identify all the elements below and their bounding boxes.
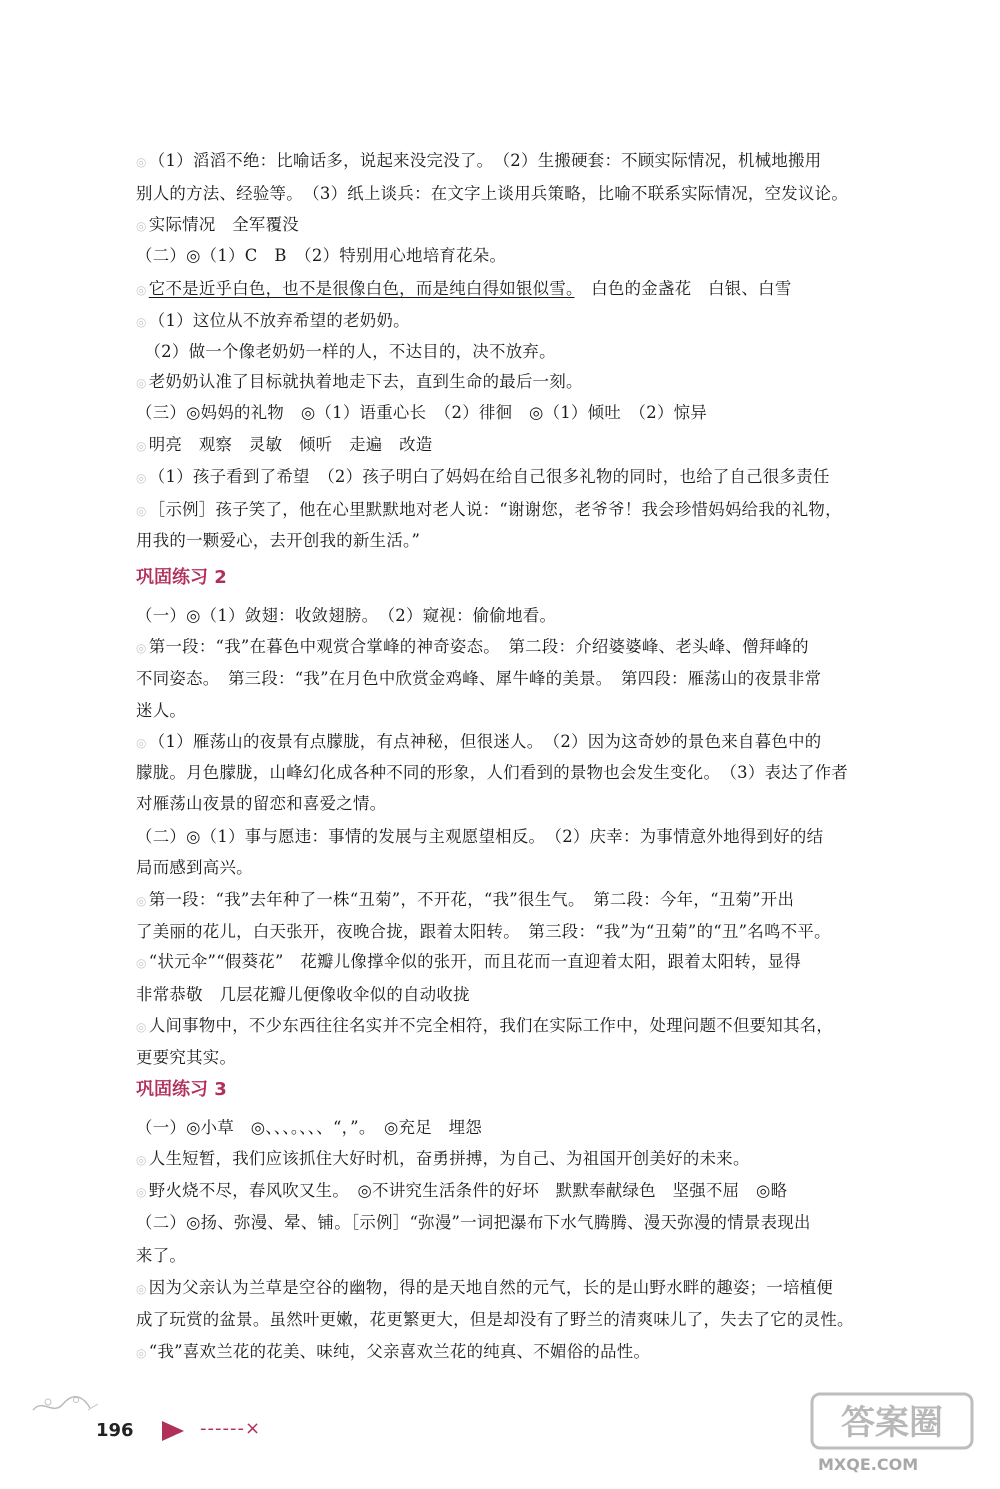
flower-doodle-icon	[28, 1388, 108, 1418]
bullet-marker-icon: ◎	[136, 283, 147, 297]
section-heading: 巩固练习 2	[136, 567, 227, 588]
bullet-marker-icon: ◎	[136, 641, 147, 655]
answer-text: 更要究其实。	[136, 1048, 237, 1067]
answer-line	[136, 826, 823, 848]
answer-text: （2）做一个像老奶奶一样的人，不达目的，决不放弃。	[136, 342, 556, 361]
answer-line	[136, 245, 506, 267]
answer-text: 第一段：“我”在暮色中观赏合掌峰的神奇姿态。 第二段：介绍婆婆峰、老头峰、僧拜峰的	[148, 637, 809, 656]
bullet-marker-icon: ◎	[136, 504, 147, 518]
answer-line	[136, 371, 583, 394]
answer-text: 白色的金盏花 白银、白雪	[574, 279, 792, 298]
answer-line	[136, 499, 842, 522]
answer-line	[136, 1180, 787, 1203]
answer-line	[136, 731, 821, 754]
answer-line	[136, 700, 186, 722]
answer-line	[136, 1277, 833, 1300]
answer-text: （一）◎（1）敛翅：收敛翅膀。 （2）窥视：偷偷地看。	[136, 606, 557, 625]
answer-line	[136, 636, 809, 659]
answer-line	[136, 1309, 854, 1331]
answer-line	[136, 530, 420, 552]
answer-line	[136, 1015, 833, 1038]
footer-dash: ------×	[200, 1418, 262, 1439]
answer-text: （二）◎（1）事与愿违：事情的发展与主观愿望相反。 （2）庆幸：为事情意外地得到好的结	[136, 827, 824, 846]
bullet-marker-icon: ◎	[136, 1185, 147, 1199]
answer-line	[136, 951, 801, 974]
answer-line	[136, 150, 821, 173]
bullet-marker-icon: ◎	[136, 956, 147, 970]
answer-line	[136, 668, 821, 690]
answer-line	[136, 984, 470, 1006]
answer-line	[136, 605, 556, 627]
answer-text: 非常恭敬 几层花瓣儿便像收伞似的自动收拢	[136, 985, 470, 1004]
underlined-answer: 它不是近乎白色，也不是很像白色，而是纯白得如银似雪。	[148, 279, 575, 298]
answer-text: 不同姿态。 第三段：“我”在月色中欣赏金鸡峰、犀牛峰的美景。 第四段：雁荡山的夜景非常	[136, 669, 822, 688]
answer-line	[136, 341, 556, 363]
answer-text: （1）这位从不放弃希望的老奶奶。	[148, 311, 410, 330]
answer-text: 迷人。	[136, 701, 187, 720]
bullet-marker-icon: ◎	[136, 439, 147, 453]
answer-line	[136, 183, 848, 205]
answer-line	[136, 278, 792, 301]
answer-text: （二）◎（1）C B （2）特别用心地培育花朵。	[136, 246, 507, 265]
bullet-marker-icon: ◎	[136, 219, 147, 233]
answer-text: 用我的一颗爱心，去开创我的新生活。”	[136, 531, 421, 550]
answer-text: 对雁荡山夜景的留恋和喜爱之情。	[136, 794, 387, 813]
answer-text: ［示例］孩子笑了，他在心里默默地对老人说：“谢谢您，老爷爷！我会珍惜妈妈给我的礼物，	[148, 500, 842, 519]
answer-line	[136, 1212, 811, 1234]
bullet-marker-icon: ◎	[136, 315, 147, 329]
answer-line	[136, 889, 794, 912]
answer-line	[136, 762, 848, 784]
bullet-marker-icon: ◎	[136, 894, 147, 908]
answer-text: “状元伞”“假葵花” 花瓣儿像撑伞似的张开，而且花而一直迎着太阳，跟着太阳转，显得	[148, 952, 802, 971]
answer-text: （1）滔滔不绝：比喻话多，说起来没完没了。 （2）生搬硬套：不顾实际情况，机械地搬用	[148, 151, 822, 170]
bullet-marker-icon: ◎	[136, 1153, 147, 1167]
bullet-marker-icon: ◎	[136, 736, 147, 750]
bullet-marker-icon: ◎	[136, 376, 147, 390]
answer-text: （二）◎扬、弥漫、晕、铺。［示例］“弥漫”一词把瀑布下水气腾腾、漫天弥漫的情景表现出	[136, 1213, 811, 1232]
answer-line	[136, 857, 253, 879]
answer-text: “我”喜欢兰花的花美、味纯，父亲喜欢兰花的纯真、不媚俗的品性。	[148, 1342, 651, 1361]
answer-text: 人生短暂，我们应该抓住大好时机，奋勇拼搏，为自己、为祖国开创美好的未来。	[148, 1149, 750, 1168]
answer-line	[136, 310, 410, 333]
bullet-marker-icon: ◎	[136, 1282, 147, 1296]
answer-line	[136, 921, 831, 943]
answer-line	[136, 402, 707, 424]
answer-text: 成了玩赏的盆景。虽然叶更嫩，花更繁更大，但是却没有了野兰的清爽味儿了，失去了它的灵性。	[136, 1310, 854, 1329]
answer-text: 第一段：“我”去年种了一株“丑菊”，不开花，“我”很生气。 第二段：今年，“丑菊”开出	[148, 890, 795, 909]
answer-text: 实际情况 全军覆没	[148, 215, 299, 234]
answer-line	[136, 1245, 186, 1267]
answer-line	[136, 1341, 650, 1364]
answer-text: 老奶奶认准了目标就执着地走下去，直到生命的最后一刻。	[148, 372, 583, 391]
answer-line	[136, 1148, 750, 1171]
answer-text: （三）◎妈妈的礼物 ◎（1）语重心长 （2）徘徊 ◎（1）倾吐 （2）惊异	[136, 403, 708, 422]
answer-line	[136, 214, 299, 237]
svg-text:答案圈: 答案圈	[841, 1403, 943, 1443]
bullet-marker-icon: ◎	[136, 1346, 147, 1360]
answer-text: 因为父亲认为兰草是空谷的幽物，得的是天地自然的元气，长的是山野水畔的趣姿；一培植便	[148, 1278, 834, 1297]
bullet-marker-icon: ◎	[136, 155, 147, 169]
answer-line	[136, 793, 386, 815]
bullet-marker-icon: ◎	[136, 1020, 147, 1034]
arrow-icon	[162, 1421, 184, 1441]
answer-text: 野火烧不尽，春风吹又生。 ◎不讲究生活条件的好坏 默默奉献绿色 坚强不屈 ◎略	[148, 1181, 788, 1200]
answer-text: 来了。	[136, 1246, 187, 1265]
watermark-url: MXQE.COM	[818, 1455, 919, 1474]
answer-text: 明亮 观察 灵敏 倾听 走遍 改造	[148, 435, 433, 454]
answer-text: 别人的方法、经验等。 （3）纸上谈兵：在文字上谈用兵策略，比喻不联系实际情况，空发议论。	[136, 184, 849, 203]
answer-line	[136, 466, 830, 489]
answer-text: 人间事物中，不少东西往往名实并不完全相符，我们在实际工作中，处理问题不但要知其名，	[148, 1016, 834, 1035]
answer-line	[136, 1117, 482, 1139]
section-heading: 巩固练习 3	[136, 1079, 227, 1100]
answer-text: 了美丽的花儿，白天张开，夜晚合拢，跟着太阳转。 第三段：“我”为“丑菊”的“丑”名鸣不平。	[136, 922, 831, 941]
answer-text: （1）雁荡山的夜景有点朦胧，有点神秘，但很迷人。 （2）因为这奇妙的景色来自暮色中的	[148, 732, 822, 751]
answer-text: （1）孩子看到了希望 （2）孩子明白了妈妈在给自己很多礼物的同时，也给了自己很多责任	[148, 467, 830, 486]
answer-line	[136, 434, 433, 457]
answer-text: 局而感到高兴。	[136, 858, 253, 877]
bullet-marker-icon: ◎	[136, 471, 147, 485]
page-number: 196	[96, 1420, 134, 1441]
answer-line	[136, 1047, 236, 1069]
answer-text: （一）◎小草 ◎、、、。、、、“，”。 ◎充足 埋怨	[136, 1118, 483, 1137]
answer-text: 朦胧。月色朦胧，山峰幻化成各种不同的形象，人们看到的景物也会发生变化。 （3）表达了作者	[136, 763, 849, 782]
